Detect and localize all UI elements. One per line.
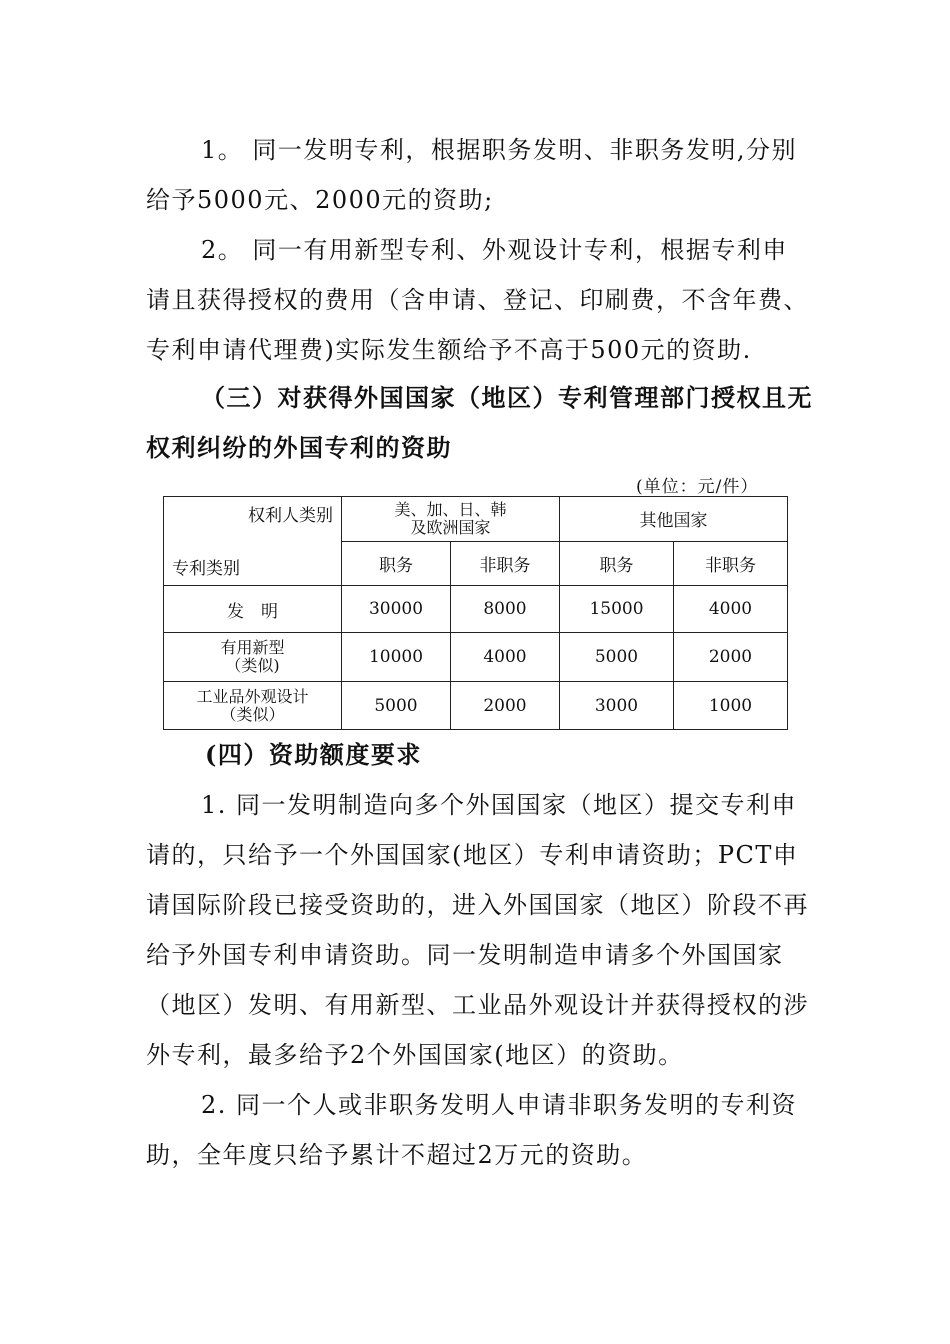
- row-label-line2: （类似): [225, 656, 280, 675]
- row-label-line1: 有用新型: [220, 638, 285, 657]
- subheader-cell: 职务: [342, 541, 451, 586]
- row-label: 发 明: [164, 586, 342, 633]
- table-cell: 8000: [451, 586, 560, 633]
- table-row: [164, 586, 788, 633]
- corner-header-rights-holder: 权利人类别: [248, 506, 333, 526]
- table-cell: 5000: [560, 633, 674, 682]
- table-cell: 1000: [674, 682, 788, 730]
- heading-foreign-patent-funding: （三）对获得外国国家（地区）专利管理部门授权且无权利纠纷的外国专利的资助: [146, 383, 813, 462]
- table-cell: 15000: [560, 586, 674, 633]
- table-row: [164, 682, 788, 730]
- paragraph-invention-patent: 1。 同一发明专利，根据职务发明、非职务发明,分别给予5000元、2000元的资助;: [146, 136, 798, 214]
- header-group-developed-countries: [342, 497, 560, 542]
- row-label: [164, 682, 342, 730]
- table-cell: 4000: [674, 586, 788, 633]
- paragraph-foreign-application-limit: 1. 同一发明制造向多个外国国家（地区）提交专利申请的，只给予一个外国国家(地区）专利申请资助；PCT申请国际阶段已接受资助的，进入外国国家（地区）阶段不再给予外国专利申请资助。同一发明制造申请多个外国国家（地区）发明、有用新型、工业品外观设计并获得授权的涉外专利，最多给予2个外国国家(地区）的资助。: [146, 791, 809, 1069]
- table-row: [164, 633, 788, 682]
- funding-table: [163, 496, 788, 730]
- table-cell: 3000: [560, 682, 674, 730]
- heading-funding-limits: (四）资助额度要求: [205, 740, 422, 769]
- subheader-cell: 非职务: [674, 541, 788, 586]
- table-cell: 10000: [342, 633, 451, 682]
- table-cell: 4000: [451, 633, 560, 682]
- paragraph-utility-design-patent: 2。 同一有用新型专利、外观设计专利，根据专利申请且获得授权的费用（含申请、登记、印刷费，不含年费、专利申请代理费)实际发生额给予不高于500元的资助.: [146, 236, 809, 364]
- table-cell: 2000: [674, 633, 788, 682]
- subheader-cell: 非职务: [451, 541, 560, 586]
- table-unit-label: (单位：元/件）: [636, 477, 759, 497]
- paragraph-annual-cap: 2. 同一个人或非职务发明人申请非职务发明的专利资助，全年度只给予累计不超过2万元的资助。: [146, 1091, 798, 1169]
- header-group1-line2: 及欧洲国家: [410, 517, 491, 537]
- header-group-other-countries: 其他国家: [560, 497, 788, 542]
- table-cell: 30000: [342, 586, 451, 633]
- table-cell: 5000: [342, 682, 451, 730]
- subheader-cell: 职务: [560, 541, 674, 586]
- row-label-line2: （类似）: [220, 704, 285, 724]
- header-group1-line1: 美、加、日、韩: [394, 499, 507, 519]
- table-cell: 2000: [451, 682, 560, 730]
- corner-header-patent-type: 专利类别: [172, 559, 240, 579]
- row-label: [164, 633, 342, 682]
- table-corner-cell: [164, 497, 342, 586]
- row-label-line1: 工业品外观设计: [196, 686, 309, 706]
